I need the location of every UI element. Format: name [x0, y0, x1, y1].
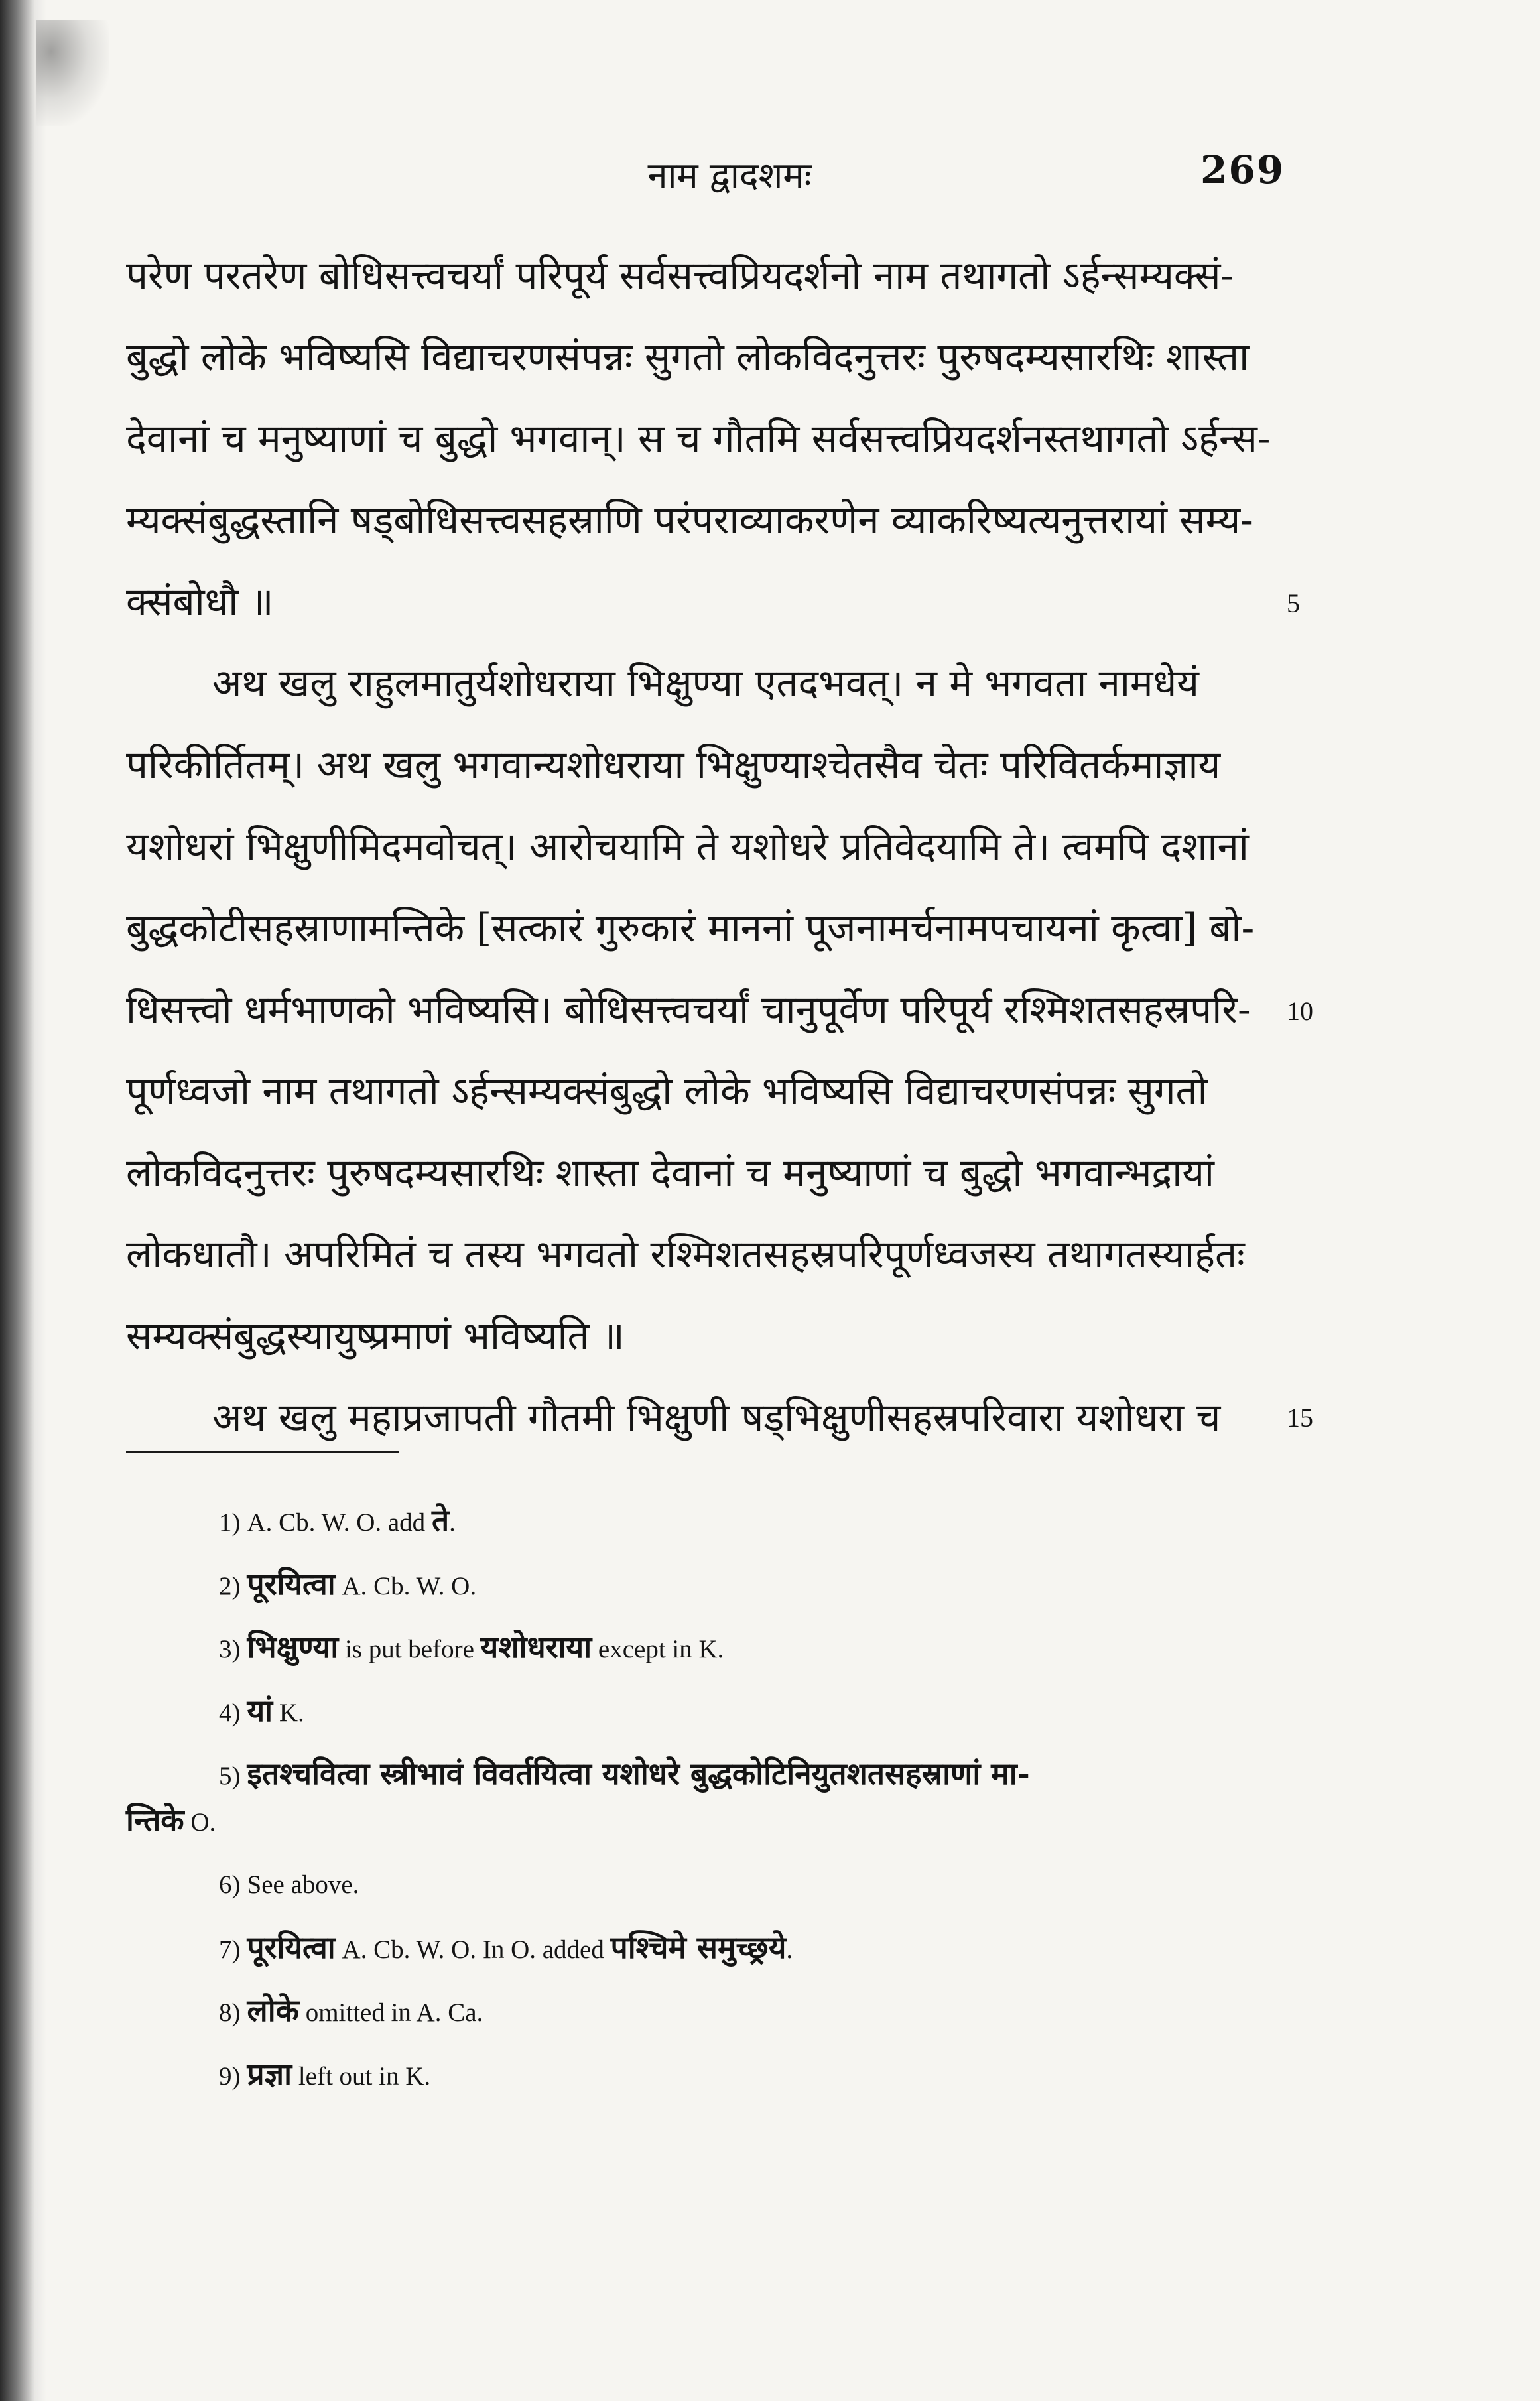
footnote-number: 1) [219, 1508, 241, 1537]
footnote-text: A. Cb. W. O. add [247, 1508, 432, 1537]
text-line-11: पूर्णध्वजो नाम तथागतो ऽर्हन्सम्यक्संबुद्धो लोके भविष्यसि विद्याचरणसंपन्नः सुगतो [126, 1069, 1208, 1114]
footnote-number: 9) [219, 2062, 241, 2091]
text-line-6: अथ खलु राहुलमातुर्यशोधराया भिक्षुण्या एतदभवत्। न मे भगवता नामधेयं [212, 661, 1199, 706]
footnote-number: 6) [219, 1870, 241, 1899]
page-number: 269 [1200, 147, 1285, 192]
footnote-7 [219, 1927, 793, 1970]
footnote-number: 2) [219, 1572, 241, 1600]
text-line-3: देवानां च मनुष्याणां च बुद्धो भगवान्। स च गौतमि सर्वसत्त्वप्रियदर्शनस्तथागतो ऽर्हन्स- [126, 416, 1271, 461]
footnote-sanskrit: न्तिके [126, 1802, 184, 1838]
footnote-sanskrit: भिक्षुण्या [247, 1629, 339, 1665]
footnote-text: O. [184, 1808, 216, 1837]
footnote-9 [219, 2054, 430, 2097]
footnote-number: 3) [219, 1635, 241, 1663]
footnote-text: . [449, 1508, 456, 1537]
text-line-9: बुद्धकोटीसहस्राणामन्तिके [सत्कारं गुरुकारं माननां पूजनामर्चनामपचायनां कृत्वा] बो- [126, 905, 1255, 950]
footnote-sanskrit: पूरयित्वा [247, 1566, 336, 1602]
line-number-10: 10 [1287, 996, 1313, 1026]
footnote-text: K. [273, 1699, 304, 1727]
footnote-number: 5) [219, 1762, 241, 1790]
footnote-text: omitted in A. Ca. [298, 1998, 483, 2027]
footnote-8 [219, 1990, 483, 2033]
footnote-3 [219, 1627, 724, 1669]
footnote-text: except in K. [592, 1635, 724, 1663]
footnote-text: See above. [247, 1870, 359, 1899]
text-line-8: यशोधरां भिक्षुणीमिदमवोचत्। आरोचयामि ते यशोधरे प्रतिवेदयामि ते। त्वमपि दशानां [126, 824, 1249, 869]
footnote-sanskrit: पश्चिमे समुच्छ्रये [610, 1929, 787, 1965]
scan-smudge [36, 20, 109, 126]
footnote-sanskrit: प्रज्ञा [247, 2056, 292, 2092]
footnote-sanskrit: यां [247, 1693, 273, 1728]
text-line-12: लोकविदनुत्तरः पुरुषदम्यसारथिः शास्ता देवानां च मनुष्याणां च बुद्धो भगवान्भद्रायां [126, 1150, 1214, 1195]
line-number-5: 5 [1287, 588, 1300, 618]
text-line-14: सम्यक्संबुद्धस्यायुष्प्रमाणं भविष्यति ॥ [126, 1313, 625, 1358]
footnote-sanskrit: लोके [247, 1992, 299, 2028]
text-line-1: परेण परतरेण बोधिसत्त्वचर्यां परिपूर्य सर्वसत्त्वप्रियदर्शनो नाम तथागतो ऽर्हन्सम्यक्सं- [126, 253, 1234, 298]
footnote-sanskrit: ते [431, 1502, 450, 1538]
footnote-text: . [786, 1935, 793, 1964]
text-line-2: बुद्धो लोके भविष्यसि विद्याचरणसंपन्नः सुगतो लोकविदनुत्तरः पुरुषदम्यसारथिः शास्ता [126, 334, 1250, 379]
text-line-4: म्यक्संबुद्धस्तानि षड्बोधिसत्त्वसहस्राणि परंपराव्याकरणेन व्याकरिष्यत्यनुत्तरायां सम्य- [126, 497, 1253, 543]
footnote-number: 7) [219, 1935, 241, 1964]
footnote-separator [126, 1451, 399, 1453]
footnote-text: A. Cb. W. O. In O. added [335, 1935, 611, 1964]
footnote-sanskrit: यशोधराया [480, 1629, 592, 1665]
footnote-number: 8) [219, 1998, 241, 2027]
footnote-2 [219, 1564, 476, 1606]
running-title: नाम द्वादशमः [647, 155, 812, 196]
page-binding-shadow [0, 0, 46, 2401]
line-number-15: 15 [1287, 1403, 1313, 1433]
footnote-6 [219, 1865, 359, 1905]
footnote-5-continued [126, 1800, 216, 1843]
footnote-text: A. Cb. W. O. [335, 1572, 477, 1600]
footnote-text: left out in K. [292, 2062, 431, 2091]
footnote-5 [219, 1754, 1030, 1796]
text-line-7: परिकीर्तितम्। अथ खलु भगवान्यशोधराया भिक्षुण्याश्चेतसैव चेतः परिवितर्कमाज्ञाय [126, 742, 1221, 787]
text-line-13: लोकधातौ। अपरिमितं च तस्य भगवतो रश्मिशतसहस्रपरिपूर्णध्वजस्य तथागतस्यार्हतः [126, 1232, 1245, 1277]
text-line-5: क्संबोधौ ॥ [126, 579, 274, 624]
footnote-4 [219, 1691, 304, 1733]
footnote-text: is put before [338, 1635, 481, 1663]
footnote-1 [219, 1500, 456, 1543]
footnote-number: 4) [219, 1699, 241, 1727]
text-line-10: धिसत्त्वो धर्मभाणको भविष्यसि। बोधिसत्त्वचर्यां चानुपूर्वेण परिपूर्य रश्मिशतसहस्रपरि- [126, 987, 1251, 1032]
text-line-15: अथ खलु महाप्रजापती गौतमी भिक्षुणी षड्भिक्षुणीसहस्रपरिवारा यशोधरा च [212, 1395, 1221, 1440]
footnote-sanskrit: इतश्चवित्वा स्त्रीभावं विवर्तयित्वा यशोधरे बुद्धकोटिनियुतशतसहस्राणां मा- [247, 1756, 1030, 1791]
footnote-sanskrit: पूरयित्वा [247, 1929, 336, 1965]
